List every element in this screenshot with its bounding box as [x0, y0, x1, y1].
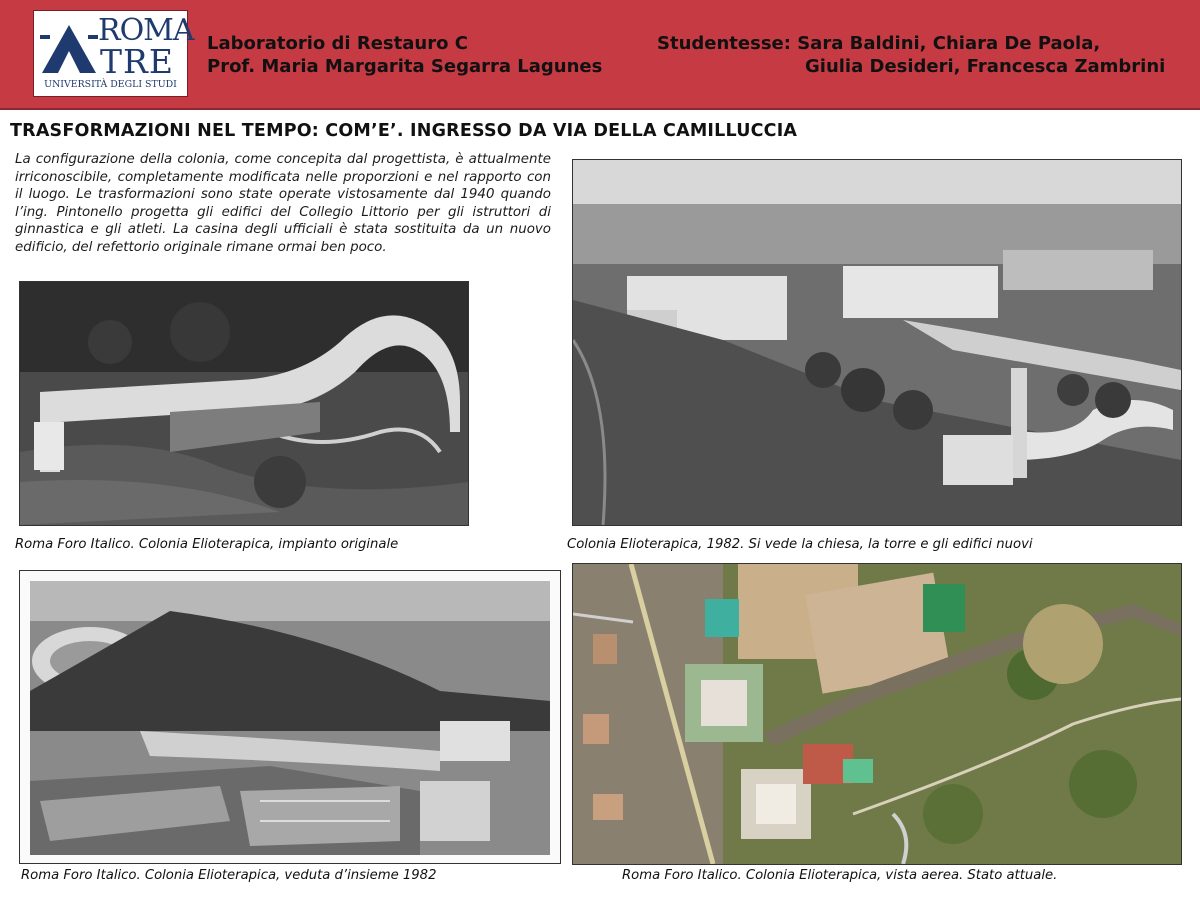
logo-university-text: UNIVERSITÀ DEGLI STUDI: [44, 79, 177, 90]
lab-title: Laboratorio di Restauro C: [207, 33, 468, 54]
professor-name: Prof. Maria Margarita Segarra Lagunes: [207, 56, 603, 77]
logo-roma-text: ROMA: [98, 13, 194, 48]
photo-current-aerial: [572, 563, 1182, 865]
photo-1982-panorama: [572, 159, 1182, 526]
students-line-2: Giulia Desideri, Francesca Zambrini: [805, 56, 1166, 77]
caption-photo-1: Roma Foro Italico. Colonia Elioterapica, impianto originale: [15, 537, 399, 552]
photo-original-layout: [19, 281, 469, 526]
students-line-1: Studentesse: Sara Baldini, Chiara De Paola,: [657, 33, 1101, 54]
logo-tre-text: TRE: [100, 42, 174, 81]
header-banner: [0, 0, 1200, 110]
roma-tre-logo: [33, 10, 194, 97]
caption-photo-3: Roma Foro Italico. Colonia Elioterapica, veduta d’insieme 1982: [21, 868, 437, 883]
caption-photo-4: Roma Foro Italico. Colonia Elioterapica, vista aerea. Stato attuale.: [622, 868, 1058, 883]
caption-photo-2: Colonia Elioterapica, 1982. Si vede la chiesa, la torre e gli edifici nuovi: [567, 537, 1033, 552]
page-title: TRASFORMAZIONI NEL TEMPO: COM’E’. INGRESSO DA VIA DELLA CAMILLUCCIA: [10, 121, 798, 141]
intro-paragraph: La configurazione della colonia, come concepita dal progettista, è attualmente irriconoscibile, completamente modificata nelle proporzioni e nel rapporto con il luogo. Le trasformazioni sono state operate vistosamente dal 1940 quando l’ing. Pintonello progetta gli edifici del Collegio Littorio per gli istruttori di ginnastica e gli atleti. La casina degli ufficiali è stata sostituita da un nuovo edificio, del refettorio originale rimane ormai ben poco.: [15, 152, 551, 255]
photo-overall-view-1982: [19, 570, 561, 864]
